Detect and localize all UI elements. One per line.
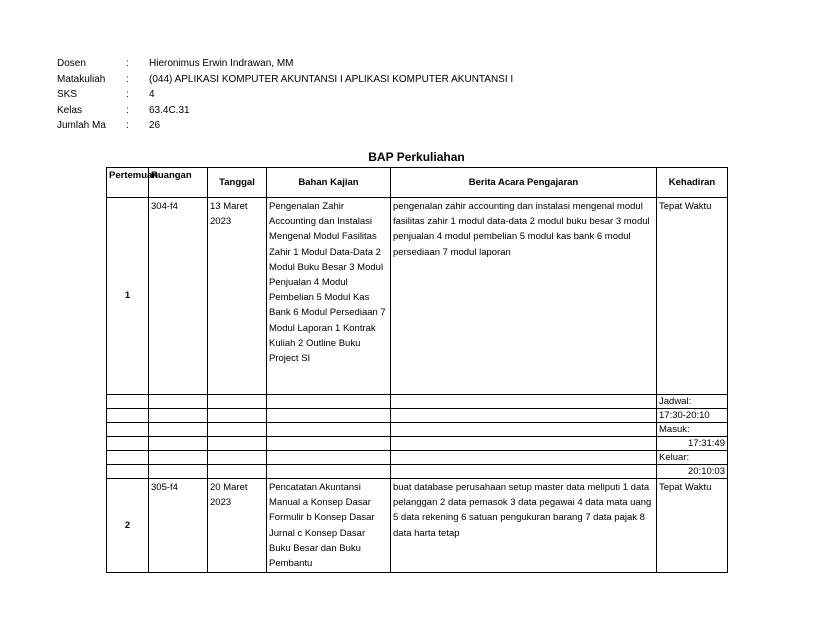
empty-cell: [267, 423, 391, 437]
info-colon: :: [126, 89, 129, 100]
header-pertemuan: Pertemuan: [107, 168, 149, 198]
meeting-number: 1: [107, 198, 149, 395]
empty-cell: [208, 451, 267, 465]
checkout-label: Keluar:: [657, 451, 728, 465]
empty-cell: [208, 395, 267, 409]
empty-cell: [149, 395, 208, 409]
empty-cell: [149, 465, 208, 479]
info-value: (044) APLIKASI KOMPUTER AKUNTANSI I APLIKASI KOMPUTER AKUNTANSI I: [149, 73, 514, 85]
empty-cell: [149, 409, 208, 423]
header-tanggal: Tanggal: [208, 168, 267, 198]
empty-cell: [267, 409, 391, 423]
checkout-value: 20:10:03: [657, 465, 728, 479]
checkin-label: Masuk:: [657, 423, 728, 437]
empty-cell: [107, 451, 149, 465]
checkin-value: 17:31:49: [657, 437, 728, 451]
info-value: 63.4C.31: [149, 104, 190, 116]
empty-cell: [208, 423, 267, 437]
info-label: Matakuliah: [57, 73, 106, 85]
table-row: [107, 198, 728, 395]
date-cell: 20 Maret 2023: [208, 479, 267, 573]
empty-cell: [391, 465, 657, 479]
table-row: [107, 395, 728, 409]
table-row: [107, 451, 728, 465]
header-ruangan: Ruangan: [149, 168, 208, 198]
header-berita: Berita Acara Pengajaran: [391, 168, 657, 198]
empty-cell: [149, 423, 208, 437]
schedule-value: 17:30-20:10: [657, 409, 728, 423]
table-row: [107, 423, 728, 437]
empty-cell: [208, 409, 267, 423]
empty-cell: [267, 451, 391, 465]
room-cell: 305-f4: [149, 479, 208, 573]
empty-cell: [391, 423, 657, 437]
empty-cell: [267, 395, 391, 409]
info-label: SKS: [57, 89, 78, 100]
info-colon: :: [126, 58, 129, 69]
attendance-cell: Tepat Waktu: [657, 198, 728, 395]
header-kehadiran: Kehadiran: [657, 168, 728, 198]
info-colon: :: [126, 120, 129, 131]
empty-cell: [391, 437, 657, 451]
table-row: [107, 479, 728, 573]
empty-cell: [208, 465, 267, 479]
empty-cell: [149, 451, 208, 465]
schedule-label: Jadwal:: [657, 395, 728, 409]
empty-cell: [391, 395, 657, 409]
info-value: 26: [149, 120, 161, 131]
empty-cell: [107, 437, 149, 451]
empty-cell: [107, 409, 149, 423]
empty-cell: [267, 465, 391, 479]
material-cell: Pencatatan Akuntansi Manual a Konsep Dasar Formulir b Konsep Dasar Jurnal c Konsep Dasar Buku Besar dan Buku Pembantu: [267, 479, 391, 573]
empty-cell: [107, 423, 149, 437]
empty-cell: [107, 465, 149, 479]
info-value: 4: [149, 89, 155, 100]
header-bahan: Bahan Kajian: [267, 168, 391, 198]
material-cell: Pengenalan Zahir Accounting dan Instalasi Mengenal Modul Fasilitas Zahir 1 Modul Data-Data 2 Modul Buku Besar 3 Modul Penjualan 4 Modul Pembelian 5 Modul Kas Bank 6 Modul Persediaan 7 Modul Laporan 1 Kontrak Kuliah 2 Outline Buku Project SI: [267, 198, 391, 395]
empty-cell: [208, 437, 267, 451]
meeting-number: 2: [107, 479, 149, 573]
empty-cell: [149, 437, 208, 451]
info-label: Jumlah Ma: [57, 120, 106, 131]
table-header-row: [107, 168, 728, 198]
report-cell: pengenalan zahir accounting dan instalasi mengenal modul fasilitas zahir 1 modul data-data 2 modul buku besar 3 modul penjualan 4 modul pembelian 5 modul kas bank 6 modul persediaan 7 modul laporan: [391, 198, 657, 395]
info-value: Hieronimus Erwin Indrawan, MM: [149, 58, 294, 69]
info-label: Kelas: [57, 104, 83, 116]
room-cell: 304-f4: [149, 198, 208, 395]
info-label: Dosen: [57, 58, 86, 69]
info-colon: :: [126, 73, 129, 85]
empty-cell: [267, 437, 391, 451]
page-title: BAP Perkuliahan: [368, 150, 465, 164]
empty-cell: [107, 395, 149, 409]
table-row: [107, 409, 728, 423]
table-row: [107, 437, 728, 451]
bap-table: [106, 167, 728, 573]
empty-cell: [391, 451, 657, 465]
date-cell: 13 Maret 2023: [208, 198, 267, 395]
report-cell: buat database perusahaan setup master data meliputi 1 data pelanggan 2 data pemasok 3 data pegawai 4 data mata uang 5 data rekening 6 satuan pengukuran barang 7 data pajak 8 data harta tetap: [391, 479, 657, 573]
table-row: [107, 465, 728, 479]
empty-cell: [391, 409, 657, 423]
info-colon: :: [126, 104, 129, 116]
attendance-cell: Tepat Waktu: [657, 479, 728, 573]
